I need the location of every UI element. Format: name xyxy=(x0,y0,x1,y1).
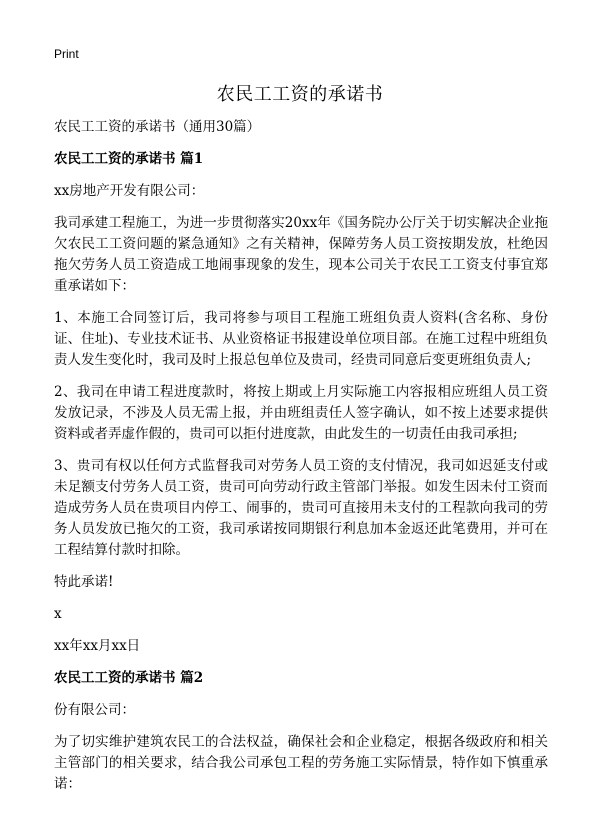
signature: x xyxy=(54,606,62,622)
section-heading-1: 农民工工资的承诺书 篇1 xyxy=(54,151,204,167)
section-heading-2: 农民工工资的承诺书 篇2 xyxy=(54,670,204,686)
document-body xyxy=(54,117,548,806)
paragraph-section2-intro: 为了切实维护建筑农民工的合法权益，确保社会和企业稳定，根据各级政府和相关主管部门的相关要求，结合我公司承包工程的劳务施工实际情景，特作如下慎重承诺： xyxy=(54,734,548,792)
paragraph-item-2: 2、我司在申请工程进度款时，将按上期或上月实际施工内容报相应班组人员工资发放记录，不涉及人员无需上报，并由班组责任人签字确认，如不按上述要求提供资料或者弄虚作假的，贵司可以拒付进度款，由此发生的一切责任由我司承担; xyxy=(54,384,548,442)
addressee-2: 份有限公司： xyxy=(54,702,135,718)
document-subtitle: 农民工工资的承诺书（通用30篇） xyxy=(54,119,261,135)
print-label[interactable]: Print xyxy=(54,47,79,61)
addressee-1: xx房地产开发有限公司： xyxy=(54,183,205,199)
paragraph-item-1: 1、本施工合同签订后，我司将参与项目工程施工班组负责人资料(含名称、身份证、住址)、专业技术证书、从业资格证书报建设单位项目部。在施工过程中班组负责人发生变化时，我司及时上报总包单位及贵司，经贵司同意后变更班组负责人; xyxy=(54,310,548,368)
closing-statement: 特此承诺! xyxy=(54,574,114,590)
paragraph-intro: 我司承建工程施工，为进一步贯彻落实20xx年《国务院办公厅关于切实解决企业拖欠农民工工资问题的紧急通知》之有关精神，保障劳务人员工资按期发放，杜绝因拖欠劳务人员工资造成工地闹事现象的发生，现本公司关于农民工工资支付事宜郑重承诺如下： xyxy=(54,215,548,294)
paragraph-item-3: 3、贵司有权以任何方式监督我司对劳务人员工资的支付情况，我司如迟延支付或未足额支付劳务人员工资，贵司可向劳动行政主管部门举报。如发生因未付工资而造成劳务人员在贵项目内停工、闹事的，贵司可直接用未支付的工程款向我司的劳务人员发放已拖欠的工资，我司承诺按同期银行利息加本金返还此笔费用，并可在工程结算付款时扣除。 xyxy=(54,458,548,558)
document-title: 农民工工资的承诺书 xyxy=(216,84,384,105)
signature-date: xx年xx月xx日 xyxy=(54,638,141,654)
